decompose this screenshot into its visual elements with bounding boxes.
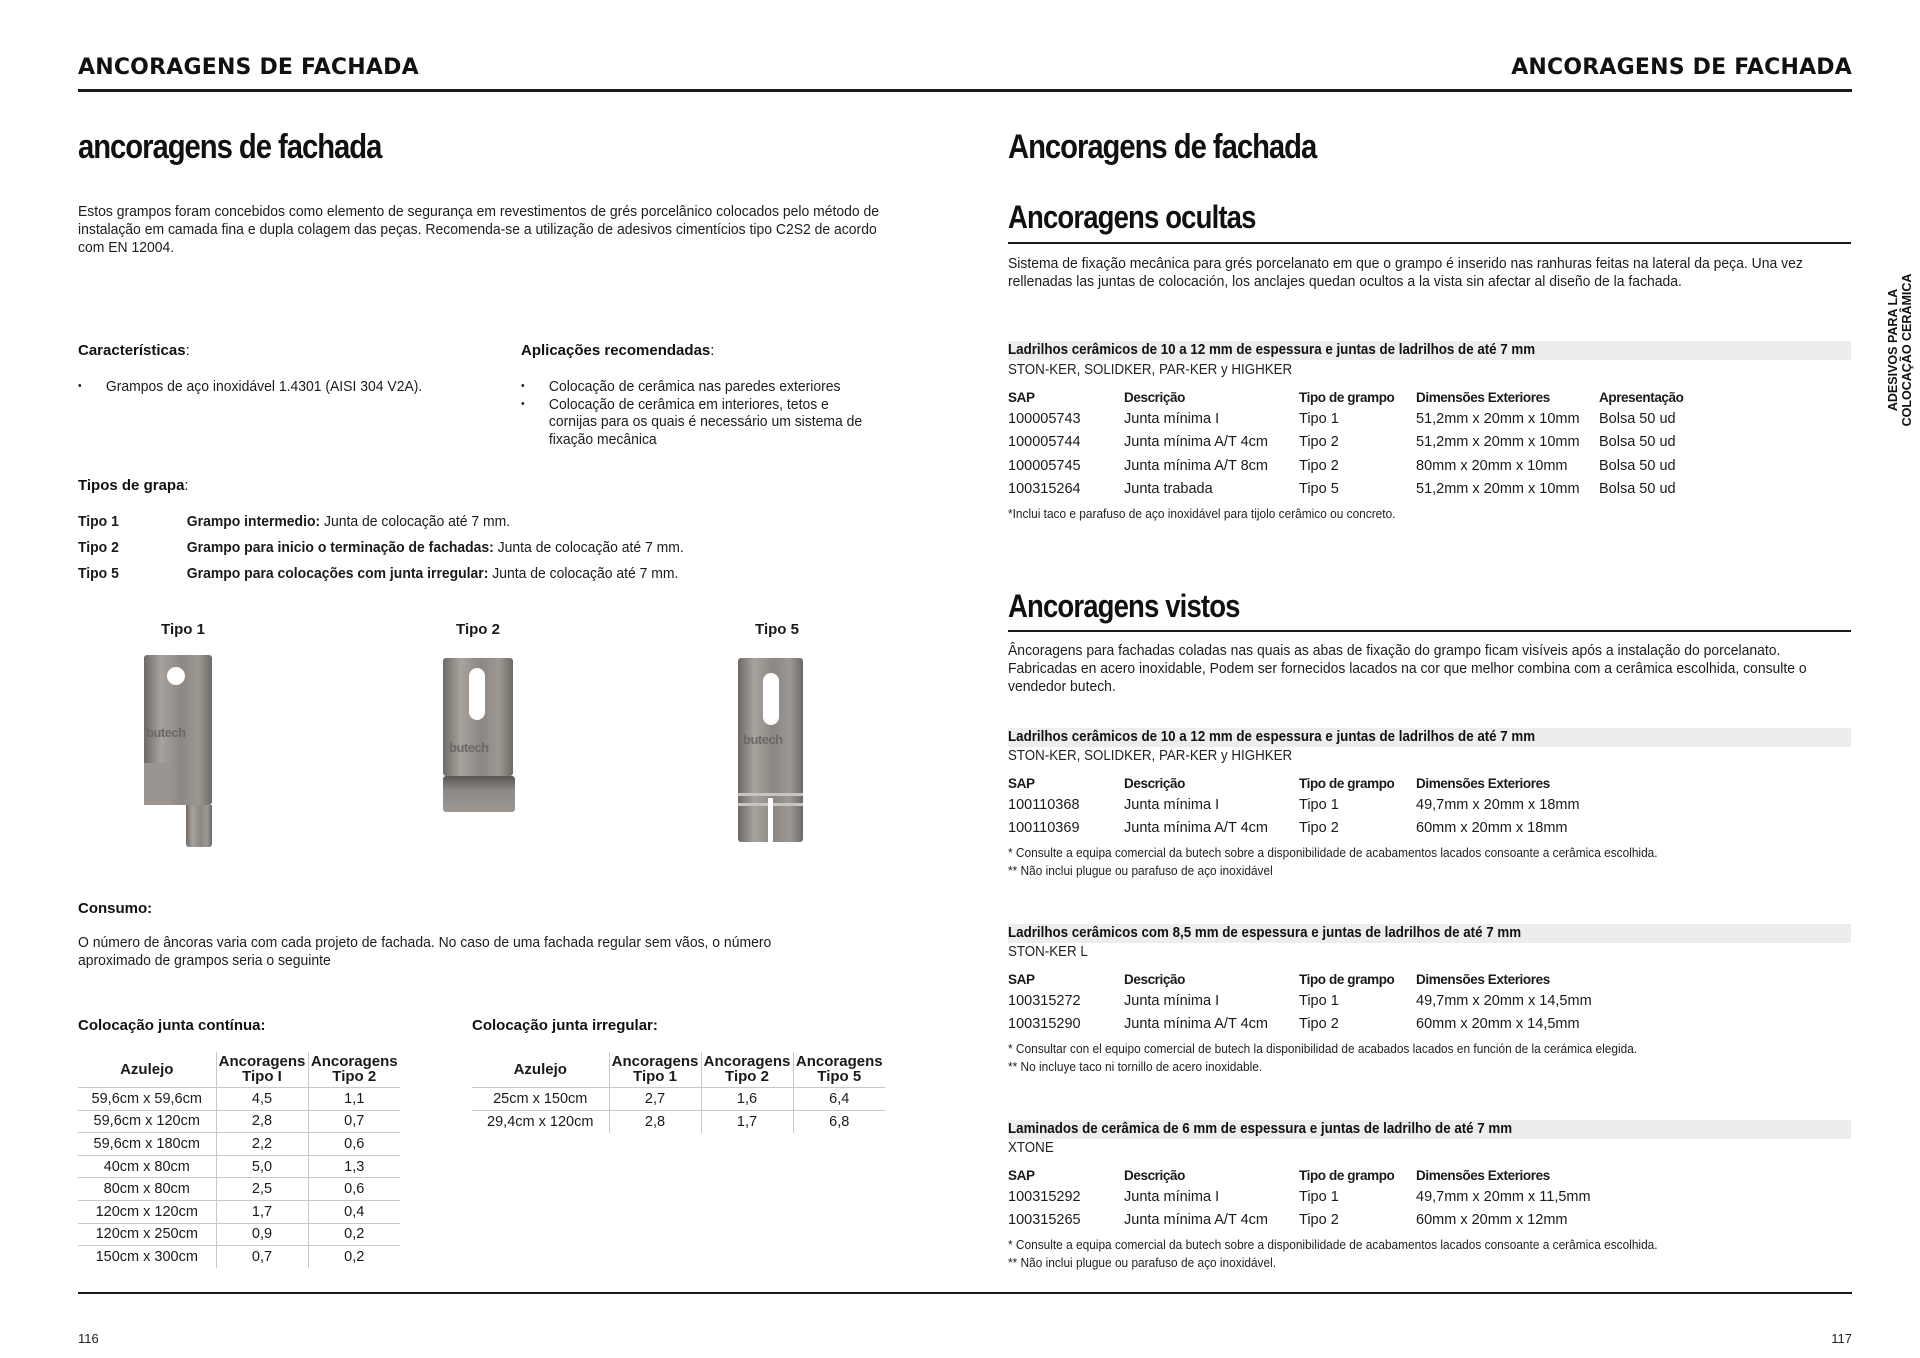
list-item: • Colocação de cerâmica em interiores, tetos e cornijas para os quais é necessário um sistema de fixação mecânica: [521, 396, 874, 449]
table-header-row: SAP Descrição Tipo de grampo Dimensões Exteriores: [1008, 1167, 1550, 1183]
vistos-band-title-3: Laminados de cerâmica de 6 mm de espessura e juntas de ladrilho de até 7 mm: [1008, 1121, 1513, 1137]
right-page-title: Ancoragens de fachada: [1008, 128, 1317, 166]
table-header: Ancoragens Tipo 1: [609, 1052, 701, 1088]
footer-rule: [78, 1292, 1852, 1294]
table-row: 100005745 Junta mínima A/T 8cm Tipo 2 80mm x 20mm x 10mm Bolsa 50 ud: [1008, 457, 1676, 474]
table-row: 25cm x 150cm 2,7 1,6 6,4: [472, 1088, 885, 1111]
vistos-notes-1: * Consulte a equipa comercial da butech sobre a disponibilidade de acabamentos lacados consoante a cerâmica escolhida. ** Não inclui plugue ou parafuso de aço inoxidável: [1008, 846, 1658, 878]
table-header: Ancoragens Tipo 2: [308, 1052, 400, 1088]
aplicacoes-list: [521, 378, 874, 448]
vistos-notes-2: * Consultar con el equipo comercial de butech la disponibilidad de acabados lacados en función de la cerámica elegida. ** No incluye taco ni tornillo de acero inoxidable.: [1008, 1042, 1638, 1074]
tipos-list: [78, 508, 822, 586]
table-row: 80cm x 80cm 2,5 0,6: [78, 1178, 400, 1201]
list-item: • Grampos de aço inoxidável 1.4301 (AISI 304 V2A).: [78, 378, 450, 396]
ocultas-product-table: [1008, 387, 1699, 501]
table-row: 40cm x 80cm 5,0 1,3: [78, 1155, 400, 1178]
vistos-product-table-3: [1008, 1165, 1599, 1232]
table-row: 100315272 Junta mínima I Tipo 1 49,7mm x 20mm x 14,5mm: [1008, 992, 1592, 1009]
ocultas-band-title: Ladrilhos cerâmicos de 10 a 12 mm de espessura e juntas de ladrilhos de até 7 mm: [1008, 342, 1536, 358]
tipo-row: Tipo 1 Grampo intermedio: Junta de colocação até 7 mm.: [78, 512, 511, 530]
table-irregular: [472, 1052, 885, 1133]
table-header-row: SAP Descrição Tipo de grampo Dimensões Exteriores: [1008, 971, 1550, 987]
running-header-right: ANCORAGENS DE FACHADA: [1511, 55, 1852, 80]
table-row: 100315265 Junta mínima A/T 4cm Tipo 2 60mm x 20mm x 12mm: [1008, 1212, 1568, 1229]
page-number-right: 117: [1831, 1331, 1852, 1346]
vistos-title: Ancoragens vistos: [1008, 588, 1240, 624]
table-continua-title: Colocação junta contínua:: [78, 1017, 266, 1034]
table-header-row: SAP Descrição Tipo de grampo Dimensões Exteriores: [1008, 775, 1550, 791]
left-page-title: ancoragens de fachada: [78, 128, 382, 166]
side-tab: ADESIVOS PARA LA COLOCAÇÃO CERÂMICA: [1886, 273, 1914, 427]
vistos-band-sub-1: STON-KER, SOLIDKER, PAR-KER y HIGHKER: [1008, 748, 1293, 764]
clip-image-tipo5: butech: [738, 658, 804, 842]
table-header: Ancoragens Tipo 5: [793, 1052, 885, 1088]
tipos-heading: Tipos de grapa:: [78, 477, 189, 494]
table-row: 59,6cm x 120cm 2,8 0,7: [78, 1110, 400, 1133]
vistos-band-sub-2: STON-KER L: [1008, 944, 1088, 960]
tipo-row: Tipo 2 Grampo para inicio o terminação de fachadas: Junta de colocação até 7 mm.: [78, 538, 684, 556]
table-row: 100315292 Junta mínima I Tipo 1 49,7mm x 20mm x 11,5mm: [1008, 1188, 1591, 1205]
table-row: 29,4cm x 120cm 2,8 1,7 6,8: [472, 1110, 885, 1133]
table-continua: [78, 1052, 400, 1268]
clip-label-tipo1: Tipo 1: [161, 621, 205, 638]
clip-image-tipo2: butech: [443, 658, 515, 813]
header-rule: [78, 89, 1852, 92]
vistos-band-title-1: Ladrilhos cerâmicos de 10 a 12 mm de espessura e juntas de ladrilhos de até 7 mm: [1008, 729, 1536, 745]
vistos-notes-3: * Consulte a equipa comercial da butech sobre a disponibilidade de acabamentos lacados consoante a cerâmica escolhida. ** Não inclui plugue ou parafuso de aço inoxidável.: [1008, 1238, 1658, 1270]
table-row: 150cm x 300cm 0,7 0,2: [78, 1246, 400, 1269]
vistos-band-title-2: Ladrilhos cerâmicos com 8,5 mm de espessura e juntas de ladrilhos de até 7 mm: [1008, 925, 1522, 941]
ocultas-paragraph: Sistema de fixação mecânica para grés porcelanato em que o grampo é inserido nas ranhuras feitas na lateral da peça. Una vez rellenadas las juntas de colocación, los anclajes quedan ocultos a la vista sin afectar al diseño de la fachada.: [1008, 255, 1803, 290]
consumo-heading: Consumo:: [78, 900, 153, 917]
caracteristicas-list: [78, 378, 450, 396]
table-row: 100005743 Junta mínima I Tipo 1 51,2mm x 20mm x 10mm Bolsa 50 ud: [1008, 410, 1676, 427]
running-header-left: ANCORAGENS DE FACHADA: [78, 55, 419, 80]
aplicacoes-heading: Aplicações recomendadas:: [521, 342, 715, 359]
intro-paragraph: Estos grampos foram concebidos como elemento de segurança em revestimentos de grés porcelânico colocados pelo método de instalação em camada fina e dupla colagem das peças. Recomenda-se a utilização de adesivos cimentícios tipo C2S2 de acordo com EN 12004.: [78, 203, 880, 256]
table-header: Ancoragens Tipo I: [216, 1052, 308, 1088]
table-row: 100110368 Junta mínima I Tipo 1 49,7mm x 20mm x 18mm: [1008, 796, 1580, 813]
ocultas-rule: [1008, 242, 1851, 244]
table-header: Ancoragens Tipo 2: [701, 1052, 793, 1088]
table-header-row: SAP Descrição Tipo de grampo Dimensões Exteriores Apresentação: [1008, 389, 1684, 405]
table-row: 100005744 Junta mínima A/T 4cm Tipo 2 51,2mm x 20mm x 10mm Bolsa 50 ud: [1008, 434, 1676, 451]
table-row: 100315264 Junta trabada Tipo 5 51,2mm x 20mm x 10mm Bolsa 50 ud: [1008, 481, 1676, 498]
tipo-row: Tipo 5 Grampo para colocações com junta irregular: Junta de colocação até 7 mm.: [78, 564, 679, 582]
table-header: Azulejo: [78, 1052, 216, 1088]
page-number-left: 116: [78, 1331, 99, 1346]
table-row: 59,6cm x 180cm 2,2 0,6: [78, 1133, 400, 1156]
vistos-product-table-2: [1008, 969, 1599, 1036]
caracteristicas-heading: Características:: [78, 342, 190, 359]
vistos-rule: [1008, 630, 1851, 632]
table-row: 59,6cm x 59,6cm 4,5 1,1: [78, 1088, 400, 1111]
table-header: Azulejo: [472, 1052, 609, 1088]
table-row: 120cm x 120cm 1,7 0,4: [78, 1200, 400, 1223]
ocultas-band-sub: STON-KER, SOLIDKER, PAR-KER y HIGHKER: [1008, 362, 1293, 378]
list-item: • Colocação de cerâmica nas paredes exteriores: [521, 378, 874, 396]
consumo-paragraph: O número de âncoras varia com cada projeto de fachada. No caso de uma fachada regular sem vãos, o número aproximado de grampos seria o seguinte: [78, 934, 772, 969]
table-row: 100110369 Junta mínima A/T 4cm Tipo 2 60mm x 20mm x 18mm: [1008, 820, 1568, 837]
ocultas-note: *Inclui taco e parafuso de aço inoxidável para tijolo cerâmico ou concreto.: [1008, 507, 1396, 521]
clip-label-tipo5: Tipo 5: [755, 621, 799, 638]
ocultas-title: Ancoragens ocultas: [1008, 199, 1256, 235]
table-irregular-title: Colocação junta irregular:: [472, 1017, 658, 1034]
vistos-product-table-1: [1008, 773, 1599, 840]
vistos-paragraph: Âncoragens para fachadas coladas nas quais as abas de fixação do grampo ficam visíveis após a instalação do porcelanato. Fabricadas en acero inoxidable, Podem ser fornecidos lacados na cor que melhor combina com a cerâmica escolhida, consulte o vendedor butech.: [1008, 642, 1807, 695]
vistos-band-sub-3: XTONE: [1008, 1140, 1054, 1156]
table-row: 120cm x 250cm 0,9 0,2: [78, 1223, 400, 1246]
clip-image-tipo1: butech: [144, 655, 214, 847]
table-row: 100315290 Junta mínima A/T 4cm Tipo 2 60mm x 20mm x 14,5mm: [1008, 1016, 1580, 1033]
clip-label-tipo2: Tipo 2: [456, 621, 500, 638]
